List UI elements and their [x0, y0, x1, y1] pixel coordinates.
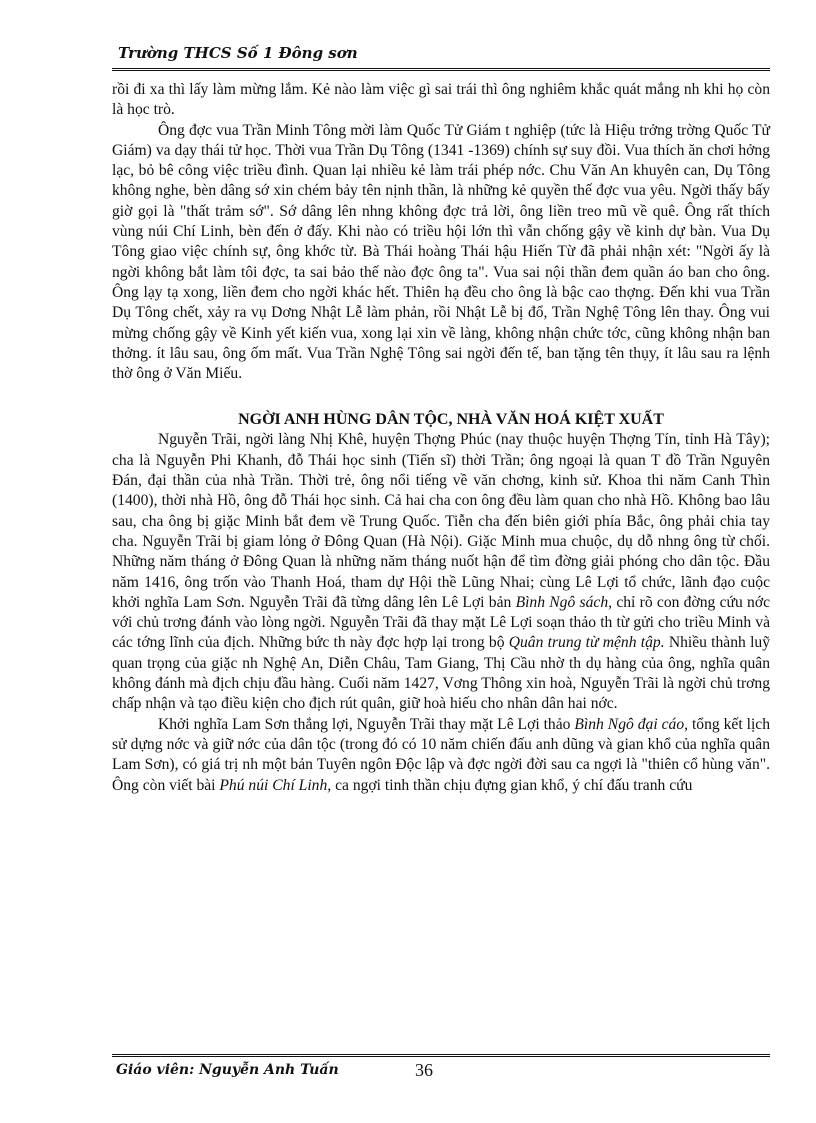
paragraph-continued: rồi đi xa thì lấy làm mừng lắm. Kẻ nào làm việc gì sai trái thì ông nghiêm khắc quát mắng nh khi họ còn là học trò.	[112, 81, 770, 119]
book-title-binh-ngo-dai-cao: Bình Ngô đại cáo,	[574, 715, 689, 733]
text-run: Nhiều thành luỹ quan trọng của giặc nh Nghệ An, Diễn Châu, Tam Giang, Thị Cầu nhờ th dụ hàng của ông, nghĩa quân không đánh mà địch chịu đầu hàng. Cuối năm 1427, Vơng Thông xin hoà, Nguyễn Trãi là ngời chủ trơng chấp nhận và tạo điều kiện cho địch rút quân, giữ hoà hiếu cho nhân dân hai nớc.	[112, 634, 770, 713]
paragraph-binh-ngo-dai-cao	[112, 715, 770, 796]
book-title-binh-ngo-sach: Bình Ngô sách,	[515, 593, 613, 611]
page-number: 36	[415, 1060, 433, 1080]
book-title-quan-trung-tu-menh-tap: Quân trung từ mệnh tập.	[508, 634, 665, 652]
book-title-phu-nui-chi-linh: Phú núi Chí Linh,	[219, 776, 332, 794]
text-run: ca ngợi tinh thần chịu đựng gian khổ, ý chí đấu tranh cứu	[331, 776, 693, 794]
footer-teacher-name: Giáo viên: Nguyễn Anh Tuấn	[116, 1062, 339, 1078]
section-heading: NGỜI ANH HÙNG DÂN TỘC, NHÀ VĂN HOÁ KIỆT XUẤT	[238, 411, 664, 429]
footer-double-rule	[112, 1054, 770, 1057]
text-run: tổng kết lịch sử dựng nớc và giữ nớc của dân tộc (trong đó có 10 năm chiến đấu anh dũng và gian khổ của nghĩa quân Lam Sơn), có giá trị nh một bản Tuyên ngôn Độc lập và đợc ngời đời sau ca ngợi là "thiên cổ hùng văn". Ông còn viết bài	[112, 715, 770, 794]
document-body	[112, 80, 770, 796]
page-header-school: Trường THCS Số 1 Đông sơn	[118, 44, 358, 62]
text-run: chỉ rõ con đờng cứu nớc với chủ trơng đánh vào lòng ngời. Nguyễn Trãi đã thay mặt Lê Lợi soạn thảo th từ gửi cho triều Minh và các tớng lĩnh của địch. Những bức th này đợc hợp lại trong bộ	[112, 593, 770, 652]
paragraph-chu-van-an: Ông đợc vua Trần Minh Tông mời làm Quốc Tử Giám t nghiệp (tức là Hiệu trởng trờng Quốc Tử Giám) va dạy thái tử học. Thời vua Trần Dụ Tông (1341 -1369) chính sự suy đồi. Vua thích ăn chơi hởng lạc, bỏ bê công việc triều đình. Quan lại nhiều kẻ làm trái phép nớc. Chu Văn An khuyên can, Dụ Tông không nghe, bèn dâng sớ xin chém bảy tên nịnh thần, là những kẻ quyền thế đợc vua yêu. Ngời thấy bấy giờ gọi là "thất trảm sớ". Sớ dâng lên nhng không đợc trả lời, ông liền treo mũ về quê. Ông rất thích vùng núi Chí Linh, bèn đến ở đấy. Khi nào có triều hội lớn thì vẫn chống gậy về kinh dự bàn. Vua Dụ Tông giao việc chính sự, ông khớc từ. Bà Thái hoàng Thái hậu Hiến Từ đã phải nhận xét: "Ngời ấy là ngời không bắt làm tôi đợc, ta sai bảo thế nào đợc ông ta". Vua sai nội thần đem quần áo ban cho ông. Ông lạy tạ xong, liền đem cho ngời khác hết. Thiên hạ đều cho ông là bậc cao thợng. Đến khi vua Trần Dụ Tông chết, xảy ra vụ Dơng Nhật Lễ làm phản, rồi Nhật Lễ bị đổ, Trần Nghệ Tông lên thay. Ông vui mừng chống gậy về Kinh yết kiến vua, xong lại xin về làng, không nhận chức tớc, cũng không nhận ban thởng. ít lâu sau, ông ốm mất. Vua Trần Nghệ Tông sai ngời đến tế, ban tặng tên thụy, ít lâu sau ra lệnh thờ ông ở Văn Miếu.	[112, 121, 770, 383]
text-run: Khởi nghĩa Lam Sơn thắng lợi, Nguyễn Trãi thay mặt Lê Lợi thảo	[158, 715, 575, 733]
text-run: Nguyễn Trãi, ngời làng Nhị Khê, huyện Thợng Phúc (nay thuộc huyện Thợng Tín, tỉnh Hà Tây); cha là Nguyễn Phi Khanh, đỗ Thái học sinh (Tiến sĩ) thời Trần; ông ngoại là quan T đồ Trần Nguyên Đán, đại thần của nhà Trần. Thời trẻ, ông nổi tiếng về văn chơng, kinh sử. Khoa thi năm Canh Thìn (1400), thời nhà Hồ, ông đỗ Thái học sinh. Cả hai cha con ông đều làm quan cho nhà Hồ. Không bao lâu sau, cha ông bị giặc Minh bắt đem về Trung Quốc. Tiễn cha đến biên giới phía Bắc, ông phải chia tay cha. Nguyễn Trãi bị giam lỏng ở Đông Quan (Hà Nội). Giặc Minh mua chuộc, dụ dỗ nhng ông từ chối. Những năm tháng ở Đông Quan là những năm tháng nuốt hận để tìm đờng giải phóng cho dân tộc. Đầu năm 1416, ông trốn vào Thanh Hoá, tham dự Hội thề Lũng Nhai; cùng Lê Lợi tổ chức, lãnh đạo cuộc khởi nghĩa Lam Sơn. Nguyễn Trãi đã từng dâng lên Lê Lợi bản	[112, 431, 770, 611]
header-double-rule	[112, 68, 770, 71]
paragraph-nguyen-trai-bio	[112, 430, 770, 714]
